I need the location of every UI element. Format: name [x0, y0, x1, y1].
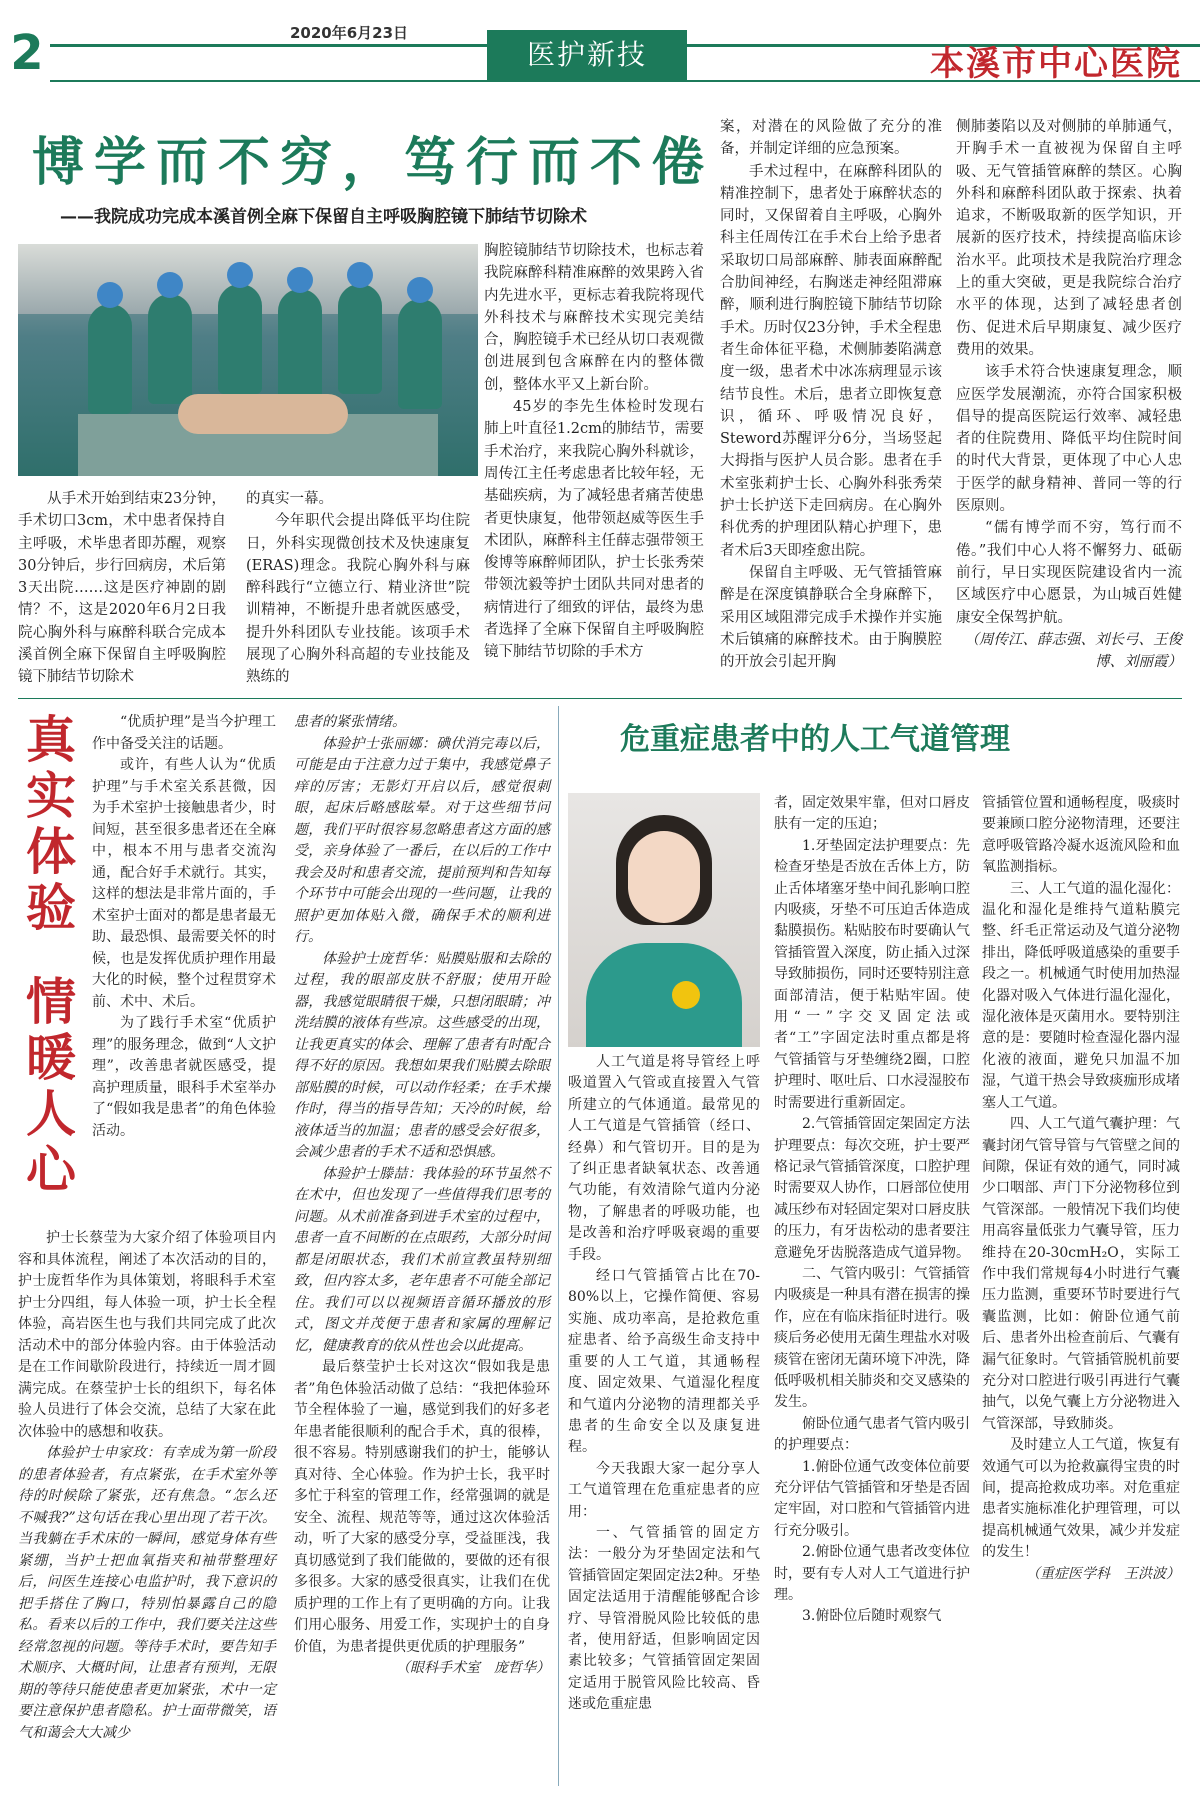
staff-figure	[148, 294, 192, 404]
article1-col-e	[956, 116, 1182, 673]
paragraph: 胸腔镜肺结节切除技术，也标志着我院麻醉科精准麻醉的效果跨入省内先进水平，更标志着我院将现代外科技术与麻醉技术实现完美结合，胸腔镜手术已经从切口表观微创进展到包含麻醉在内的整体微创，整体水平又上新台阶。	[484, 243, 704, 393]
paragraph: 及时建立人工气道，恢复有效通气可以为抢救赢得宝贵的时间，提高抢救成功率。对危重症患者实施标准化护理管理，可以提高机械通气效果，减少并发症的发生！	[982, 1437, 1180, 1561]
article1-col-b	[246, 488, 470, 689]
staff-figure	[398, 299, 442, 409]
hospital-brand: 本溪市中心医院	[930, 44, 1182, 84]
title-char: 情	[26, 973, 76, 1031]
paragraph: 1.牙垫固定法护理要点：先检查牙垫是否放在舌体上方，防止舌体堵塞牙垫中间孔影响口腔内吸痰，牙垫不可压迫舌体造成黏膜损伤。粘贴胶布时要确认气管插管置入深度，防止插入过深导致肺损伤，同时还要特别注意面部清洁，便于粘贴牢固。使用“一”字交叉固定法或者“工”字固定法时重点都是将气管插管与牙垫缠绕2圈，口腔护理时、呕吐后、口水浸湿胶布时需要进行重新固定。	[774, 837, 970, 1111]
article2-signature: （眼科手术室 庞哲华）	[396, 1660, 550, 1676]
article1-signature: （周传江、薛志强、刘长弓、王俊博、刘丽霞）	[964, 631, 1182, 671]
paragraph: 经口气管插管占比在70-80%以上，它操作简便、容易实施、成功率高，是抢救危重症患者、给予高级生命支持中重要的人工气道，其通畅程度、固定效果、气道湿化程度和气道内分泌物的清理都关乎患者的生命安全以及康复进程。	[568, 1268, 760, 1456]
paragraph: 一、气管插管的固定方法：一般分为牙垫固定法和气管插管固定架固定法2种。牙垫固定法适用于清醒能够配合诊疗、导管滑脱风险比较低的患者，使用舒适，但影响固定因素比较多；气管插管固定架固定适用于脱管风险比较高、昏迷或危重症患	[568, 1524, 760, 1713]
article3-col-a	[568, 1052, 760, 1716]
paragraph: 体验护士张丽娜：碘伏消完毒以后，可能是由于注意力过于集中，我感觉鼻子痒的厉害；无影灯开启以后，感觉很刺眼，起床后略感眩晕。对于这些细节问题，我们平时很容易忽略患者这方面的感受，亲身体验了一番后，在以后的工作中我会及时和患者交流，提前预判和告知每个环节中可能会出现的一些问题，让我的照护更加体贴入微，确保手术的顺利进行。	[294, 735, 550, 945]
paragraph: 45岁的李先生体检时发现右肺上叶直径1.2cm的肺结节，需要手术治疗，来我院心胸外科就诊，周传江主任考虑患者比较年轻，无基础疾病，为了减轻患者痛苦使患者更快康复，他带领赵威等医生手术团队，麻醉科主任薛志强带领王俊博等麻醉师团队，护士长张秀荣带领沈毅等护士团队共同对患者的病情进行了细致的评估，最终为患者选择了全麻下保留自主呼吸胸腔镜下肺结节切除的手术方	[484, 399, 704, 661]
article1-col-d	[720, 116, 942, 673]
paragraph: 的真实一幕。	[246, 491, 333, 507]
title-char: 实	[26, 767, 76, 825]
portrait-uniform	[586, 943, 742, 1047]
paragraph: 最后蔡莹护士长对这次“假如我是患者”角色体验活动做了总结：“我把体验环节全程体验了一遍，感觉到我们的好多老年患者能很顺利的配合手术，真的很棒，很不容易。特别感谢我们的护士，能够认真对待、全心体验。作为护士长，我平时多忙于科室的管理工作，经常强调的就是安全、流程、规范等等，通过这次体验活动，听了大家的感受分享，受益匪浅，我真切感觉到了我们能做的，要做的还有很多很多。大家的感受很真实，让我们在优质护理的工作上有了更明确的方向。让我们用心服务、用爱工作，实现护士的自身价值，为患者提供更优质的护理服务”	[294, 1359, 550, 1655]
paragraph: 护士长蔡莹为大家介绍了体验项目内容和具体流程，阐述了本次活动的目的，护士庞哲华作为具体策划，将眼科手术室护士分四组，每人体验一项，护士长全程体验，高岩医生也与我们共同完成了此次活动术中的部分体验内容。由于体验活动是在工作间歇阶段进行，持续近一周才圆满完成。在蔡莹护士长的组织下，每名体验人员进行了体会交流，总结了大家在此次体验中的感想和收获。	[18, 1230, 276, 1440]
column-rule	[558, 706, 559, 1786]
article2-title	[26, 712, 86, 1198]
article1-title: 博学而不穷，笃行而不倦	[32, 133, 715, 193]
patient-figure	[178, 394, 348, 434]
article3-col-b	[774, 793, 970, 1628]
article3-title: 危重症患者中的人工气道管理	[620, 722, 1010, 757]
paragraph: 体验护士申家玫：有幸成为第一阶段的患者体验者，有点紧张，在手术室外等待的时候除了紧张，还有焦急。“怎么还不喊我?”这句话在我心里出现了若干次。当我躺在手术床的一瞬间，感觉身体有些紧绷，当护士把血氧指夹和袖带整理好后，问医生连接心电监护时，我下意识的把手搭住了胸口，特别怕暴露自己的隐私。看来以后的工作中，我们要关注这些经常忽视的问题。等待手术时，要告知手术顺序、大概时间，让患者有预判，无限期的等待只能使患者更加紧张，术中一定要注意保护患者隐私。护士面带微笑，语气和蔼会大大减少	[18, 1445, 276, 1741]
article1-subtitle: ——我院成功完成本溪首例全麻下保留自主呼吸胸腔镜下肺结节切除术	[60, 207, 587, 227]
staff-figure	[338, 284, 382, 394]
paragraph: 二、气管内吸引：气管插管内吸痰是一种具有潜在损害的操作，应在有临床指征时进行。吸痰后务必使用无菌生理盐水对吸痰管在密闭无菌环境下冲洗，降低呼吸机相关肺炎和交叉感染的发生。	[774, 1265, 970, 1411]
paragraph: “儒有博学而不穷，笃行而不倦。”我们中心人将不懈努力、砥砺前行，早日实现医院建设省内一流区域医疗中心愿景，为山城百姓健康安全保驾护航。	[956, 520, 1182, 626]
paragraph: 三、人工气道的温化湿化：温化和湿化是维持气道粘膜完整、纤毛正常运动及气道分泌物排出，降低呼吸道感染的重要手段之一。机械通气时使用加热湿化器对吸入气体进行温化湿化，湿化液体是灭菌用水。要特别注意的是：要随时检查湿化器内湿化液的液面，避免只加温不加湿，气道干热会导致痰痂形成堵塞人工气道。	[982, 880, 1180, 1111]
staff-figure	[278, 289, 322, 399]
article3-signature: （重症医学科 王洪波）	[1026, 1565, 1180, 1582]
paragraph: 保留自主呼吸、无气管插管麻醉是在深度镇静联合全身麻醉下，采用区域阻滞完成手术操作并实施术后镇痛的麻醉技术。由于胸膜腔的开放会引起开胸	[720, 564, 942, 671]
paragraph: 或许，有些人认为“优质护理”与手术室关系甚微，因为手术室护士接触患者少，时间短，甚至很多患者还在全麻中，根本不用与患者交流沟通，配合好手术就行。其实，这样的想法是非常片面的，手术室护士面对的都是患者最无助、最恐惧、最需要关怀的时候，也是发挥优质护理作用最大化的时候，整个过程贯穿术前、术中、术后。	[92, 757, 276, 1010]
paragraph: 今年职代会提出降低平均住院日，外科实现微创技术及快速康复(ERAS)理念。我院心胸外科与麻醉科践行“立德立行、精业济世”院训精神，不断提升患者就医感受，提升外科团队专业技能。该项手术展现了心胸外科高超的专业技能及熟练的	[246, 513, 470, 686]
portrait-face	[628, 831, 700, 923]
paragraph: 四、人工气道气囊护理：气囊封闭气管导管与气管壁之间的间隙，保证有效的通气，同时减少口咽部、声门下分泌物移位到气管深部。一般情况下我们均使用高容量低张力气囊导管，压力维持在20-30cmH₂O，实际工作中我们常规每4小时进行气囊压力监测，重要环节时要进行气囊监测，比如：俯卧位通气前后、患者外出检查前后、气囊有漏气征象时。气管插管脱机前要充分对口腔进行吸引再进行气囊抽气，以免气囊上方分泌物进入气管深部，导致肺炎。	[982, 1116, 1180, 1432]
paragraph: 人工气道是将导管经上呼吸道置入气管或直接置入气管所建立的气体通道。最常见的人工气道是气管插管（经口、经鼻）和气管切开。目的是为了纠正患者缺氧状态、改善通气功能，有效清除气道内分泌物，了解患者的呼吸功能，也是改善和治疗呼吸衰竭的重要手段。	[568, 1054, 760, 1263]
section-tab: 医护新技	[487, 30, 687, 80]
page-header	[0, 0, 1200, 92]
title-char: 人	[26, 1085, 76, 1143]
issue-date: 2020年6月23日	[290, 24, 409, 42]
nurse-portrait-photo	[568, 793, 760, 1047]
paragraph: 该手术符合快速康复理念，顺应医学发展潮流，亦符合国家积极倡导的提高医院运行效率、减轻患者的住院费用、降低平均住院时间的时代大背景，更体现了中心人忠于医学的献身精神、普同一等的行医原则。	[956, 364, 1182, 515]
title-char: 验	[26, 879, 76, 937]
title-char: 暖	[26, 1029, 76, 1087]
article2-col-b	[294, 712, 550, 1680]
staff-figure	[218, 284, 262, 394]
page-number: 2	[4, 26, 50, 80]
title-char: 心	[26, 1141, 76, 1199]
article1-col-c	[484, 240, 704, 664]
paragraph: 体验护士庞哲华：贴膜贴服和去除的过程，我的眼部皮肤不舒服；使用开睑器，我感觉眼睛很干燥，只想闭眼睛；冲洗结膜的液体有些凉。这些感受的出现，让我更真实的体会、理解了患者有时配合得不好的原因。我想如果我们贴膜去除眼部贴膜的时候，可以动作轻柔；在手术操作时，得当的指导告知；天冷的时候，给液体适当的加温；患者的感受会好很多，会减少患者的手术不适和恐惧感。	[294, 950, 550, 1160]
paragraph: 今天我跟大家一起分享人工气道管理在危重症患者的应用：	[568, 1460, 760, 1520]
icu-badge-icon	[672, 981, 700, 1009]
paragraph: 2.俯卧位通气患者改变体位时，要有专人对人工气道进行护理。	[774, 1544, 970, 1604]
article2-col-a	[18, 1228, 276, 1744]
title-char: 体	[26, 823, 76, 881]
paragraph: 管插管位置和通畅程度，吸痰时要兼顾口腔分泌物清理，还要注意呼吸管路冷凝水返流风险和血氧监测指标。	[982, 795, 1180, 876]
staff-figure	[88, 304, 132, 414]
article3-col-c	[982, 793, 1180, 1585]
paragraph: “优质护理”是当今护理工作中备受关注的话题。	[92, 714, 276, 752]
paragraph: 手术过程中，在麻醉科团队的精准控制下，患者处于麻醉状态的同时，又保留着自主呼吸，心胸外科主任周传江在手术台上给予患者采取切口局部麻醉、肺表面麻醉配合肋间神经，右胸迷走神经阻滞麻醉，顺利进行胸腔镜下肺结节切除手术。历时仅23分钟，手术全程患者生命体征平稳，术侧肺萎陷满意度一级，患者术中冰冻病理显示该结节良性。术后，患者立即恢复意识，循环、呼吸情况良好，Steword苏醒评分6分，当场竖起大拇指与医护人员合影。患者在手术室张莉护士长、心胸外科张秀荣护士长护送下走回病房。在心胸外科优秀的护理团队精心护理下，患者术后3天即痊愈出院。	[720, 163, 942, 559]
article1-col-a	[18, 488, 226, 689]
section-divider	[18, 698, 1182, 699]
paragraph: 俯卧位通气患者气管内吸引的护理要点：	[774, 1415, 970, 1454]
paragraph: 2.气管插管固定架固定方法护理要点：每次交班，护士要严格记录气管插管深度，口腔护理时需要双人协作，口唇部位使用减压纱布对轻固定架对口唇皮肤的压力，有牙齿松动的患者要注意避免牙齿脱落造成气道异物。	[774, 1116, 970, 1261]
paragraph: 侧肺萎陷以及对侧肺的单肺通气，开胸手术一直被视为保留自主呼吸、无气管插管麻醉的禁区。心胸外科和麻醉科团队敢于探索、执着追求，不断吸取新的医学知识，开展新的医疗技术，持续提高临床诊治水平。此项技术是我院治疗理念上的重大突破，更是我院综合治疗水平的体现，达到了减轻患者创伤、促进术后早期康复、减少医疗费用的效果。	[956, 119, 1182, 358]
paragraph: 患者的紧张情绪。	[294, 714, 406, 730]
paragraph: 1.俯卧位通气改变体位前要充分评估气管插管和牙垫是否固定牢固，对口腔和气管插管内进行充分吸引。	[774, 1458, 970, 1539]
article2-col-a-top	[92, 712, 276, 1142]
paragraph: 体验护士滕喆：我体验的环节虽然不在术中，但也发现了一些值得我们思考的问题。从术前准备到进手术室的过程中，患者一直不间断的在点眼药，大部分时间都是闭眼状态，我们术前宣教虽特别细致，但内容太多，老年患者不可能全部记住。我们可以以视频语音循环播放的形式，图文并茂便于患者和家属的理解记忆，健康教育的依从性也会以此提高。	[294, 1165, 550, 1354]
paragraph: 为了践行手术室“优质护理”的服务理念，做到“人文护理”，改善患者就医感受，提高护理质量，眼科手术室举办了“假如我是患者”的角色体验活动。	[92, 1015, 276, 1139]
paragraph: 案，对潜在的风险做了充分的准备，并制定详细的应急预案。	[720, 119, 942, 158]
title-char: 真	[26, 711, 76, 769]
paragraph: 者，固定效果牢靠，但对口唇皮肤有一定的压迫；	[774, 795, 970, 833]
paragraph: 从手术开始到结束23分钟，手术切口3cm，术中患者保持自主呼吸，术毕患者即苏醒，观察30分钟后，步行回病房，术后第3天出院……这是医疗神剧的剧情？不，这是2020年6月2日我院心胸外科与麻醉科联合完成本溪首例全麻下保留自主呼吸胸腔镜下肺结节切除术	[18, 491, 226, 686]
paragraph: 3.俯卧位后随时观察气	[802, 1608, 942, 1625]
surgery-team-photo	[18, 244, 478, 476]
